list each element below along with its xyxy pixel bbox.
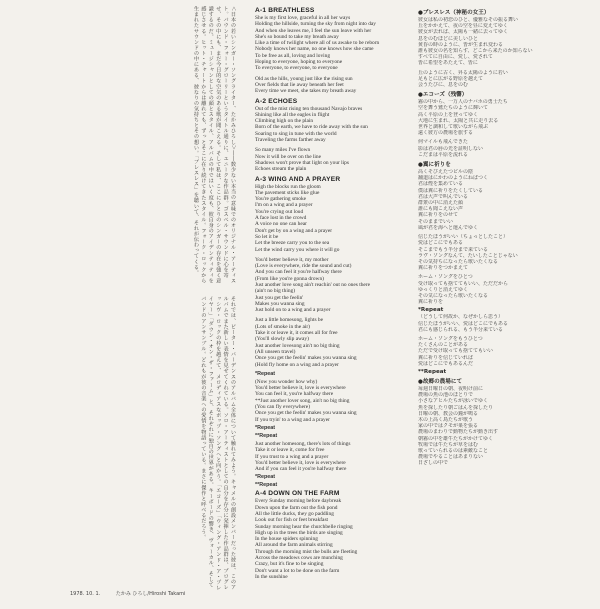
translation-line: 息をのむほどに美しいひと <box>418 35 479 42</box>
translation-line: 会うたびに、息をのむ <box>418 82 469 89</box>
lyric-line: In the sunshine <box>255 573 288 580</box>
lyric-line: Take it or leave it, come for free <box>255 447 325 454</box>
translation-line: 君は煙を集めている <box>418 181 464 188</box>
lyric-line: (From like you're gonna drown) <box>255 275 324 282</box>
translation-line: 空を舞う鷲たちのように輝いて <box>418 105 489 112</box>
lyric-line: Across the meadows cows are munching <box>255 555 343 562</box>
translation-line: 誰も彼女の名を知らず、どこから来たのか知らない <box>418 48 533 55</box>
lyric-line: (You'll slowly slip away) <box>255 336 309 343</box>
lyric-line: High the blocks run the gloom <box>255 183 321 190</box>
lyric-line: Just another homesong, there's lots of things <box>255 440 351 447</box>
lyric-line: A voice no one can hear <box>255 221 307 228</box>
lyric-line: If you tryin' to a wing and a prayer <box>255 416 330 423</box>
lyric-line: All around the farm animals stirring <box>255 542 333 549</box>
liner-notes-top-text: ＜日本の若いシンガー・ソングライター、たかみひろし＞――数少ない本当の意味でのオリジナル・アーティスト。バウンド・フォー・グローリーというタイトル通りに、ユニークな作品群。ゴスペル・サウンドに心を寄せ、その中にも、まだ今日的な空気のある歌が聞こえる。そして私は、ここにひとりのシンガーの存在を強く意識するのだ。ミュージシャンとしての顔とスタイル、アルバムの中ではいく度も、彼自身のアイデンティティを感じさせる。ヒット・チャートからは離れても、ずっとそこに在り続けてきたスタイル。フォーク・ロックから生まれたサウンドの中にある、彼なりの気持ちとその想い。「ブレスレス」を聴いて、それが伝わってくる。 <box>192 6 236 284</box>
lyric-line: Every time we meet, she takes my breath away <box>255 88 357 95</box>
translation-line: こだまは平原を流れる <box>418 151 469 158</box>
lyric-line: Old as the hills, young just like the rising sun <box>255 75 353 82</box>
translation-block <box>418 8 594 88</box>
translation-line: 誰にも聞こえない声 <box>418 206 464 213</box>
lyric-line: (Love is everywhere, ride the sound and cut) <box>255 263 352 270</box>
translation-line: 高くそびえたつビルの陰 <box>418 169 474 176</box>
translation-line: 影は君の唇の光を証明しない <box>418 145 484 152</box>
translation-title: ●エコーズ（残響） <box>418 92 468 99</box>
translation-line: 愛はどこにでもあるんだ <box>418 360 474 367</box>
translation-line: 風が君を海へと運んでゆく <box>418 224 479 231</box>
translation-line: その気持ちになったら歌いたくなる <box>418 258 499 265</box>
lyric-line: And when she leaves me, I feel the sun leave with her <box>255 27 372 34</box>
lyric-line: Through the morning mist the bulls are fleeting <box>255 548 358 555</box>
lyric-line: Holding the hillside, turning the sky from night into day <box>255 21 376 28</box>
lyric-line: Let the wind carry you where it will go <box>255 246 340 253</box>
lyric-line: Now it will be over on the line <box>255 153 322 160</box>
lyric-line: Over fields that lie away beneath her feet <box>255 81 344 88</box>
lyric-line: **Just another lover song, ain't no big thing <box>255 397 350 404</box>
lyric-line: Don't want a lot to be done on the farm <box>255 567 340 574</box>
song <box>255 7 415 95</box>
translation-line: 農場の魚の池のほとりで <box>418 392 474 399</box>
translation-line: 翼に祈りをのせて <box>418 212 459 219</box>
translation-block <box>418 307 594 367</box>
lyric-line: Sunday morning hear the churchbelle ringing <box>255 523 353 530</box>
translation-title: ●翼に祈りを <box>418 162 451 169</box>
translation-line: 黄昏の時のように、皆が生まれ変わる <box>418 41 504 48</box>
translation-line: ラヴ・ソングなんて、たいしたことじゃない <box>418 252 518 259</box>
translation-line: たくさんのことがある <box>418 342 469 349</box>
lyric-line: She's so bound to take my breath away <box>255 33 339 40</box>
lyric-line: Makes you wanna sing <box>255 300 305 307</box>
notes-author: たかみ ひろし/Hiroshi Takami <box>115 591 186 597</box>
translation-line: 魚を探したり朝ごはんを探したり <box>418 404 494 411</box>
translation-title: ●故郷の農場にて <box>418 378 463 385</box>
songs-list <box>255 7 415 368</box>
lyric-line: Just another love song ain't reachin' out no ones there <box>255 281 370 288</box>
lyric-line: Every Sunday morning before daybreak <box>255 498 342 505</box>
translation-line: 農場でやることはあまりない <box>418 454 484 461</box>
song-title: A-4 DOWN ON THE FARM <box>255 490 340 498</box>
translation-line: 木の上高く鳥たちが歌う <box>418 416 474 423</box>
translation-line: 毎週日曜日の朝、夜明け前に <box>418 385 484 392</box>
translation-block <box>418 369 594 375</box>
lyric-line: If you trust to a wing and a prayer <box>255 453 329 460</box>
translation-line: 君は大声で叫んでいる <box>418 193 469 200</box>
lyric-line: Don't get by on a wing and a prayer <box>255 227 333 234</box>
lyric-line: And you can feel it you're halfway there <box>255 269 342 276</box>
lyric-line: Just hold on to a wing and a prayer <box>255 307 331 314</box>
translation-line: 遠く彼方の農場を旅する <box>418 130 474 137</box>
song <box>255 490 415 580</box>
lyric-line: And if you can feel it you're halfway there <box>255 466 347 473</box>
lyric-line: You're gathering smoke <box>255 196 307 203</box>
translation-line: 農場のまわりで動物たちが動き出す <box>418 429 499 436</box>
translation-line: 受け取っても捨ててもいい、ただだから <box>418 280 509 287</box>
translation-line: ホーム・ソングをもうひとつ <box>418 335 483 342</box>
translation-line: 世界と調和して歌いながら飛ぶ <box>418 124 489 131</box>
translation-line: そのままでいい <box>418 218 454 225</box>
repeat-marker: *Repeat <box>255 424 276 431</box>
translation-line: 君にも感じられる、もう半分来ている <box>418 326 504 333</box>
translation-title: **Repeat <box>418 368 447 375</box>
translation-line: すべてに自由に、愛し、愛されて <box>418 54 493 61</box>
song-title: A-2 ECHOES <box>255 97 298 105</box>
lyrics-block-bridge <box>255 379 415 423</box>
japanese-translation-column <box>418 6 594 604</box>
translation-line: 僕は翼に祈りをたくしている <box>418 187 484 194</box>
song-title: A-3 WING AND A PRAYER <box>255 175 341 183</box>
lyric-line: Just another lovesong ain't no big thing <box>255 342 340 349</box>
lyric-line: All the little ducks, they go paddling <box>255 511 334 517</box>
translation-line: 丘のように古く、昇る太陽のように若い <box>418 69 508 76</box>
lyric-line: You'd better believe it, love is everywhere <box>255 385 346 392</box>
translation-line: 丘をかかえて、夜の空を昼に変えてゆく <box>418 23 508 30</box>
repeat-marker: **Repeat <box>255 432 278 439</box>
translation-line: 信じたほうがいい、愛はどこにでもある <box>418 320 509 327</box>
translation-line: 皆に希望をあたえて、皆に <box>418 60 478 67</box>
english-lyrics-column <box>255 6 415 604</box>
lyric-line: Shadows won't prove that light on your lips <box>255 159 349 166</box>
translation-line: 歌っていられるのは素敵なこと <box>418 447 489 454</box>
lyric-line: Hoping to everyone, hoping to everyone <box>255 59 343 66</box>
song <box>255 176 415 368</box>
lyric-line: Out of the mist rising ten thousand Navajo braves <box>255 105 363 112</box>
lyric-line: Look out for fish or feet breakfast <box>255 517 329 524</box>
lyric-line: Like a time of twilight where all of us awake to be reborn <box>255 40 380 47</box>
lyric-line: So let it be <box>255 233 279 240</box>
translation-line: ただで受け取っても捨ててもいい <box>418 348 494 355</box>
lyric-line: To be free as all, loving and loving <box>255 52 331 59</box>
lyric-line: Born of the earth, we have to ride away with the sun <box>255 124 368 131</box>
translation-line: 牧場では牛たちが草をはむ <box>418 441 479 448</box>
lyric-line: Traveling the farms farther away <box>255 137 326 144</box>
lyric-line: In the house spiders spinning <box>255 536 318 543</box>
translation-line: 家の中ではクモが巣を張る <box>418 423 479 430</box>
translation-line: そこまでもう半分まで来ている <box>418 246 489 253</box>
translation-line: 朝霧の中を雄牛たちがかけてゆく <box>418 435 494 442</box>
translation-line: 小さなアヒルたちが泳いでゆく <box>418 398 489 405</box>
translation-line: （どうして何故か、なぜかしら思う） <box>418 314 504 321</box>
translation-line: 愛はどこにでもある <box>418 240 464 247</box>
lyric-line: So many miles I've flown <box>255 147 311 154</box>
lyric-line: (Lots of smoke in the air) <box>255 323 310 330</box>
lyric-line: You can feel it, you're halfway there <box>255 391 334 398</box>
translation-line: 彼女が去れば、太陽も一緒に去ってゆく <box>418 29 509 36</box>
translation-line: 翼に祈りをつかまえて <box>418 265 469 272</box>
lyric-line: (Now you wonder how why) <box>255 378 318 385</box>
translation-line: 何マイルも飛んできた <box>418 139 468 146</box>
translation-block <box>418 377 594 467</box>
lyric-line: To everyone, to everyone, to everyone <box>255 65 338 72</box>
lyric-line: You'd better believe it, love is everywhere <box>255 459 346 466</box>
lyric-line: Crazy, but it's fine to be singing <box>255 561 324 568</box>
lyrics-block-bridge-2 <box>255 441 415 472</box>
lyric-line: Just you get the feelin' <box>255 294 304 301</box>
translation-line: 信じたほうがいい（ちょっとしたこと） <box>418 234 509 241</box>
song-title: A-1 BREATHLESS <box>255 7 315 14</box>
translation-line: その気になったら歌いたくなる <box>418 292 489 299</box>
translation-line: 翼に祈りを信じていれば <box>418 354 474 361</box>
lyric-line: She is my first love, graceful in all her ways <box>255 15 351 21</box>
lyric-line: Take it or leave it, it comes all for free <box>255 330 338 337</box>
lyric-line: Soaring to sing in tune with the world <box>255 130 337 137</box>
lyric-line: Once you get the feelin' makes you wanna sing <box>255 410 357 417</box>
translation-line: 彼女は私の初恋のひと、優雅なその振る舞い <box>418 17 519 23</box>
repeat-marker: *Repeat <box>255 474 276 481</box>
lyric-line: High up in the trees the birds are singing <box>255 529 343 536</box>
lyric-line: Let the breeze carry you to the sea <box>255 240 330 247</box>
translation-line: 群衆の中に消えた顔 <box>418 200 464 207</box>
song <box>255 98 415 173</box>
lyric-line: You're crying out loud <box>255 208 304 215</box>
translation-line: 足もとに広がる野原を越えて <box>418 75 484 82</box>
liner-notes-bottom-text: それでは、ピーター・バーデンスのアルバム全体について触れてみよう。キャメルの創設メンバーだった彼は、このアルバムでまた新しい表情を見せてくれている。ソロ・アーティストとしての自分を存分に発揮した作品群は、プログレッシヴ・ロックの枠を越えて、メロディアスなポップ・ソングへと向かう。「エコーズ」「ウィング・アンド・ア・プレイヤー」「ダウン・オン・ザ・ファーム」と、それぞれに独自の世界がある。キーボードの響き、ヴォーカル、そしてバンドのアンサンブル。どれもが彼の音楽への愛情を物語っている。まさに傑作と呼べるだろう。 <box>200 296 236 591</box>
translation-line: 霧の中から、一万人のナバホの勇士たち <box>418 99 508 106</box>
lyric-line: (Hold fly home on a wing and a prayer <box>255 361 339 368</box>
lyric-line: You'd better believe it, my mother <box>255 256 329 263</box>
lyric-line: The pavement sticks like glue <box>255 189 320 196</box>
lyric-line: Climbing high on the plain <box>255 118 314 125</box>
translation-line: 舗道はにかわのようにねばつく <box>418 175 489 182</box>
song-lyrics <box>255 498 415 580</box>
translation-block <box>418 90 594 158</box>
translations-list <box>418 8 594 467</box>
lyric-line: (You can fly everywhere) <box>255 404 310 411</box>
lyric-line: Just a little homesong, lights be <box>255 317 323 324</box>
lyric-line: (ain't no big thing) <box>255 288 296 295</box>
signature <box>70 590 185 597</box>
repeat-marker: *Repeat <box>255 370 276 377</box>
notes-date: 1978. 10. 1. <box>70 591 101 597</box>
translation-line: ゆっくりと消えてゆく <box>418 286 468 293</box>
translation-line: 翼に祈りを <box>418 299 444 306</box>
lyric-line: I'm on a wing and a prayer <box>255 202 313 209</box>
translation-title: *Repeat <box>418 307 444 314</box>
lyric-line: Nobody knows her name, no one knows how she came <box>255 46 374 53</box>
translation-title: ●ブレスレス（神秘の女王） <box>418 10 490 16</box>
liner-notes-column <box>8 6 236 596</box>
lyric-line: Down upon the farm out the fish pond <box>255 504 338 511</box>
lyric-line: (All unseen travel) <box>255 348 296 355</box>
translation-line: 高く平原の上を登ってゆく <box>418 111 479 118</box>
translation-block <box>418 160 594 305</box>
lyric-line: Shining like all the eagles in flight <box>255 111 330 118</box>
lyric-line: Echoes stream the plain <box>255 166 307 173</box>
translation-line: 大地に生まれ、太陽と共に走り去る <box>418 117 499 124</box>
repeat-marker: **Repeat <box>255 482 278 489</box>
translation-line: 日ざしの中で <box>418 460 449 467</box>
translation-line: 日曜の朝、教会の鐘が鳴る <box>418 410 479 417</box>
translation-line: ホーム・ソングをひとつ <box>418 274 473 281</box>
lyric-line: Once you get the feelin' makes you wanna sing <box>255 355 357 362</box>
lyric-line: A face lost in the crowd <box>255 215 307 222</box>
